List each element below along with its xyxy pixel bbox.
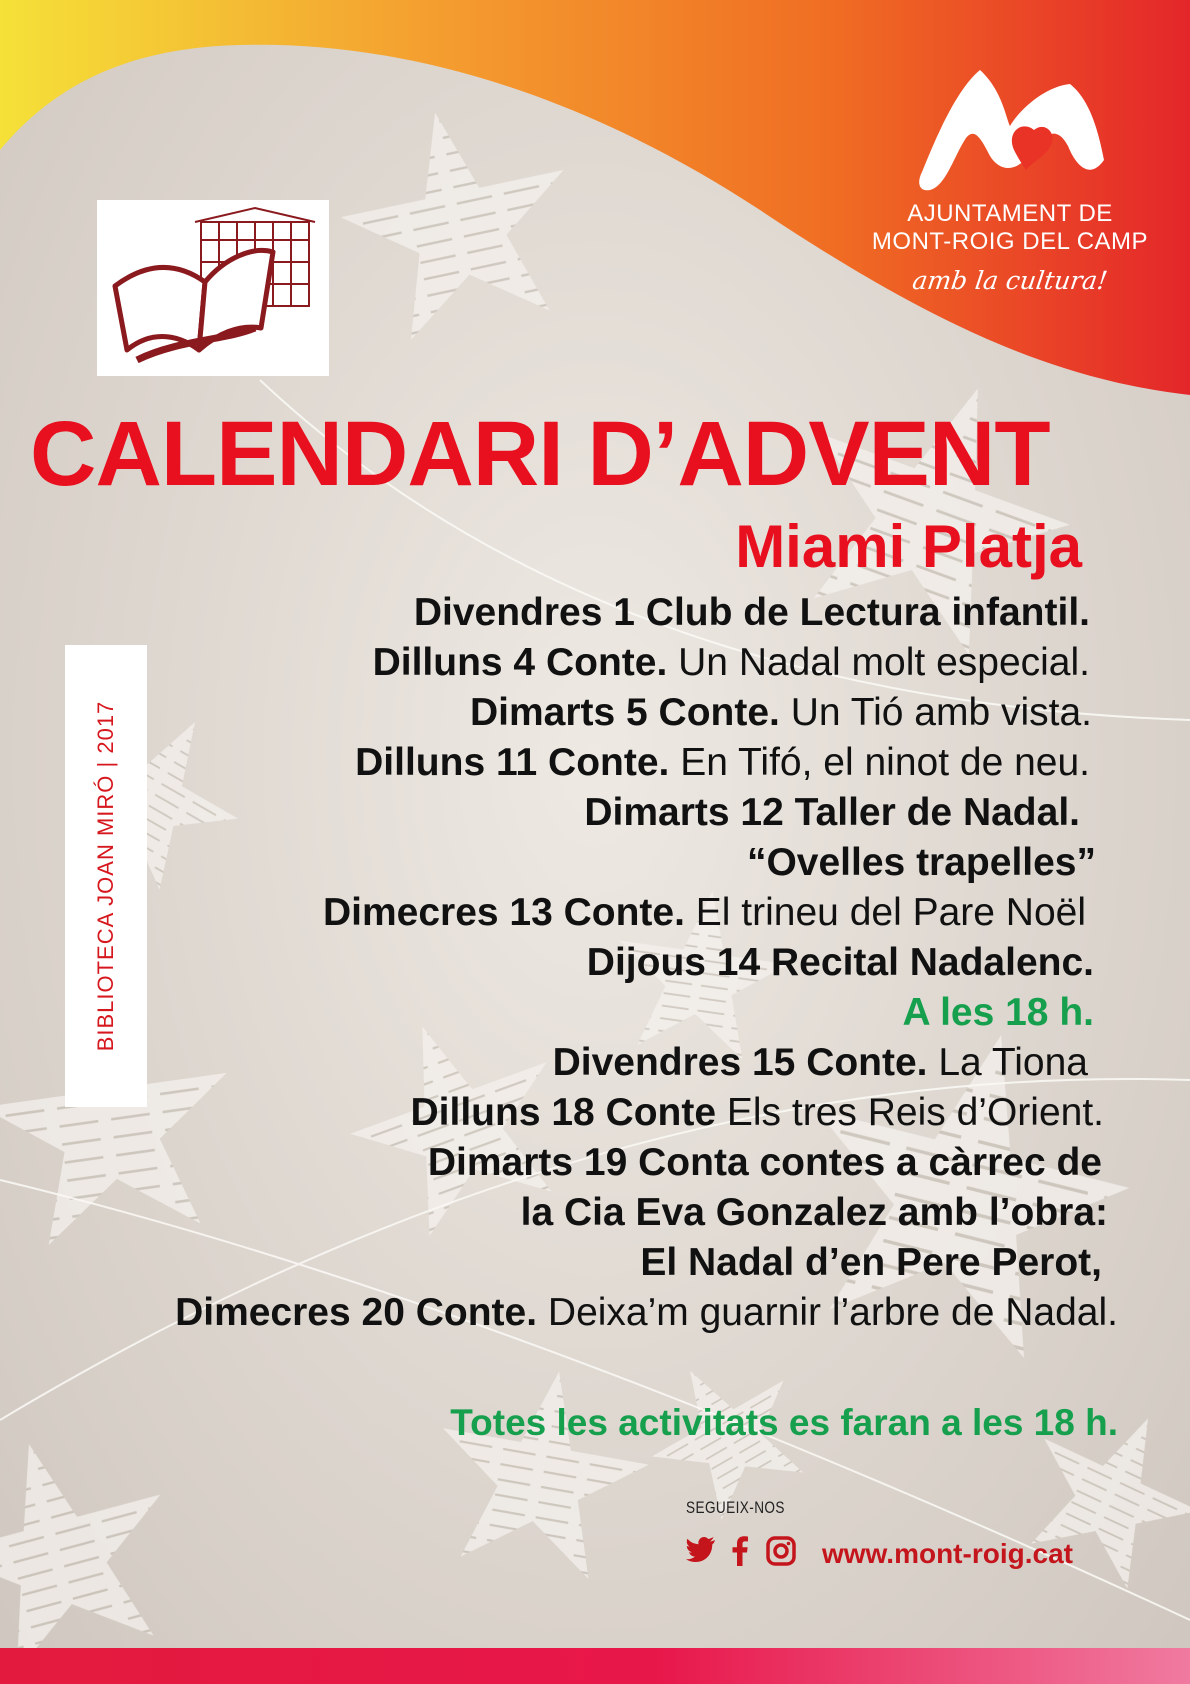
event-line: Divendres 1 Club de Lectura infantil. [413, 591, 1090, 634]
instagram-icon[interactable] [766, 1536, 796, 1566]
event-line: Dimecres 13 Conte. El trineu del Pare Noël [322, 891, 1086, 934]
event-line: Dimarts 19 Conta contes a càrrec de [427, 1141, 1102, 1184]
facebook-icon[interactable] [732, 1536, 748, 1566]
event-line: El Nadal d’en Pere Perot, [640, 1241, 1102, 1284]
event-line: Divendres 15 Conte. La Tiona [552, 1041, 1088, 1084]
event-line: A les 18 h. [902, 991, 1094, 1034]
event-line: “Ovelles trapelles” [746, 841, 1096, 884]
council-logo [850, 60, 1170, 320]
twitter-icon[interactable] [686, 1536, 716, 1564]
side-label-box [65, 645, 147, 1107]
event-line: Dimarts 5 Conte. Un Tió amb vista. [469, 691, 1092, 734]
event-line: Dimecres 20 Conte. Deixa’m guarnir l’arbre de Nadal. [175, 1291, 1118, 1334]
event-line: la Cia Eva Gonzalez amb l’obra: [520, 1191, 1108, 1234]
event-line: Dilluns 11 Conte. En Tifó, el ninot de neu. [355, 741, 1090, 784]
event-line: Dimarts 12 Taller de Nadal. [584, 791, 1080, 834]
side-label: BIBLIOTECA JOAN MIRÓ | 2017 [93, 700, 118, 1052]
page-title: CALENDARI D’ADVENT [30, 403, 1050, 505]
event-line: Dilluns 18 Conte Els tres Reis d’Orient. [410, 1091, 1104, 1134]
footer-note: Totes les activitats es faran a les 18 h. [450, 1402, 1118, 1443]
website-link[interactable]: www.mont-roig.cat [822, 1538, 1073, 1569]
social-section [686, 1498, 1106, 1588]
council-name-line1: AJUNTAMENT DE [907, 200, 1113, 227]
mont-roig-mark-icon [910, 60, 1110, 200]
event-line: Dijous 14 Recital Nadalenc. [586, 941, 1094, 984]
page-subtitle: Miami Platja [735, 513, 1082, 580]
library-logo [97, 200, 329, 376]
event-line: Dilluns 4 Conte. Un Nadal molt especial. [372, 641, 1090, 684]
council-name-line2: MONT-ROIG DEL CAMP [871, 228, 1149, 255]
bottom-band [0, 1648, 1190, 1684]
council-tagline: amb la cultura! [910, 266, 1110, 295]
follow-label: SEGUEIX-NOS [686, 1498, 785, 1517]
